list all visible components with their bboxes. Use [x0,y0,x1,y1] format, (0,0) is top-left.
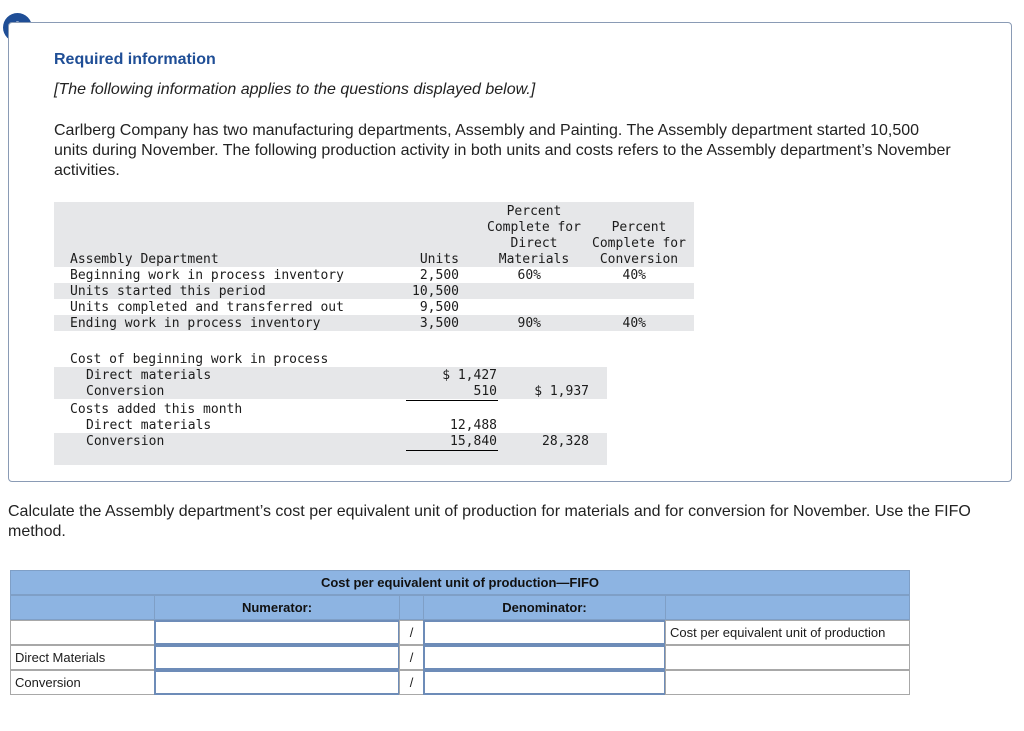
conversion-denominator-input[interactable] [423,670,666,695]
pct-materials-header-2: Complete for [487,220,581,235]
header-blank-label [10,595,155,620]
required-info-panel [8,22,1012,482]
required-info-title: Required information [54,51,216,68]
row-beginning-wip-label: Beginning work in process inventory [70,268,344,283]
question-text: Calculate the Assembly department’s cost per equivalent unit of production for materials and for conversion for November. Use the FIFO method. [8,503,971,540]
pct-materials-header-3: Direct [510,236,558,251]
row-ending-wip-units: 3,500 [419,316,459,331]
conversion-divider: / [399,670,424,695]
beginning-dm-value: $ 1,427 [442,368,497,383]
conversion-result [665,670,910,695]
conversion-label: Conversion [10,670,155,695]
conversion-numerator-input[interactable] [154,670,400,695]
added-total-value: 28,328 [542,434,589,449]
beginning-conv-value: 510 [473,384,497,399]
numerator-header: Numerator: [154,595,400,620]
row-units-completed-units: 9,500 [419,300,459,315]
beginning-dm-label: Direct materials [86,368,212,383]
blank-row-numerator-input[interactable] [154,620,400,645]
denominator-header: Denominator: [423,595,666,620]
added-cost-label: Costs added this month [70,402,243,417]
added-conv-label: Conversion [86,434,165,449]
beginning-total-value: $ 1,937 [534,384,589,399]
direct-materials-numerator-input[interactable] [154,645,400,670]
pct-conversion-header-2: Complete for [592,236,686,251]
beginning-cost-label: Cost of beginning work in process [70,352,329,367]
row-units-completed-label: Units completed and transferred out [70,300,344,315]
row-units-started-label: Units started this period [70,284,266,299]
result-header: Cost per equivalent unit of production [665,620,910,645]
beginning-conv-label: Conversion [86,384,165,399]
blank-row-denominator-input[interactable] [423,620,666,645]
answer-table-title: Cost per equivalent unit of production—FIFO [10,570,910,595]
applies-note: [The following information applies to the questions displayed below.] [54,81,536,98]
row-ending-wip-label: Ending work in process inventory [70,316,321,331]
units-header: Units [419,252,459,267]
result-header-blank [665,595,910,620]
direct-materials-label: Direct Materials [10,645,155,670]
row-units-started-units: 10,500 [412,284,459,299]
divider-header [399,595,424,620]
row-beginning-wip-pct-mat: 60% [517,268,541,283]
intro-paragraph: Carlberg Company has two manufacturing departments, Assembly and Painting. The Assembly department started 10,500 units during November. The following production activity in both units and costs refers to the Assembly department’s November activities. [54,122,951,179]
added-dm-value: 12,488 [450,418,497,433]
row-ending-wip-pct-mat: 90% [517,316,541,331]
direct-materials-result [665,645,910,670]
production-data-table [54,201,694,481]
added-conv-value: 15,840 [450,434,497,449]
blank-row-divider: / [399,620,424,645]
dept-header: Assembly Department [70,252,219,267]
added-dm-label: Direct materials [86,418,212,433]
pct-materials-header-1: Percent [506,204,562,219]
answer-table [10,570,910,694]
direct-materials-denominator-input[interactable] [423,645,666,670]
direct-materials-divider: / [399,645,424,670]
pct-conversion-header-1: Percent [611,220,667,235]
row-beginning-wip-pct-conv: 40% [622,268,646,283]
pct-materials-header-4: Materials [498,252,570,267]
blank-row-label [10,620,155,645]
pct-conversion-header-3: Conversion [599,252,679,267]
row-ending-wip-pct-conv: 40% [622,316,646,331]
row-beginning-wip-units: 2,500 [419,268,459,283]
